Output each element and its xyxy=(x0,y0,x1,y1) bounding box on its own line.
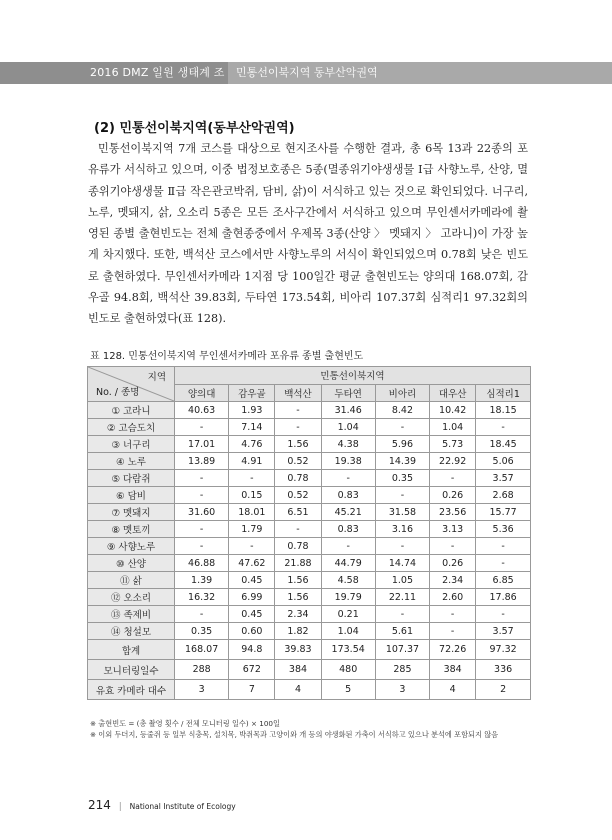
column-header: 심적리1 xyxy=(476,384,531,402)
value-cell: 16.32 xyxy=(175,589,229,606)
section-title: (2) 민통선이북지역(동부산악권역) xyxy=(94,121,295,136)
value-cell: 7.14 xyxy=(229,419,275,436)
table-notes xyxy=(90,718,498,740)
value-cell: 23.56 xyxy=(430,504,476,521)
table-row xyxy=(88,680,531,700)
column-header: 대우산 xyxy=(430,384,476,402)
value-cell: 13.89 xyxy=(175,453,229,470)
value-cell: 5.36 xyxy=(476,521,531,538)
column-header: 두타연 xyxy=(321,384,375,402)
table-row xyxy=(88,538,531,555)
table-row xyxy=(88,555,531,572)
value-cell: 31.46 xyxy=(321,402,375,419)
value-cell: 4.58 xyxy=(321,572,375,589)
value-cell: 44.79 xyxy=(321,555,375,572)
value-cell: 0.21 xyxy=(321,606,375,623)
value-cell: - xyxy=(430,623,476,640)
value-cell: 1.79 xyxy=(229,521,275,538)
value-cell: 5.06 xyxy=(476,453,531,470)
value-cell: 4.91 xyxy=(229,453,275,470)
table-row xyxy=(88,660,531,680)
value-cell: 14.39 xyxy=(375,453,429,470)
value-cell: 0.52 xyxy=(275,487,321,504)
table-row xyxy=(88,623,531,640)
value-cell: 18.15 xyxy=(476,402,531,419)
value-cell: 168.07 xyxy=(175,640,229,660)
value-cell: 72.26 xyxy=(430,640,476,660)
value-cell: 18.45 xyxy=(476,436,531,453)
table-row xyxy=(88,572,531,589)
value-cell: - xyxy=(229,538,275,555)
column-header: 감우골 xyxy=(229,384,275,402)
value-cell: 1.04 xyxy=(430,419,476,436)
value-cell: 384 xyxy=(430,660,476,680)
value-cell: 0.60 xyxy=(229,623,275,640)
value-cell: 97.32 xyxy=(476,640,531,660)
group-header: 민통선이북지역 xyxy=(175,367,531,385)
value-cell: 14.74 xyxy=(375,555,429,572)
value-cell: - xyxy=(275,419,321,436)
value-cell: 5 xyxy=(321,680,375,700)
value-cell: - xyxy=(175,606,229,623)
value-cell: - xyxy=(476,555,531,572)
value-cell: 173.54 xyxy=(321,640,375,660)
value-cell: 0.78 xyxy=(275,470,321,487)
value-cell: 0.35 xyxy=(375,470,429,487)
value-cell: 1.04 xyxy=(321,623,375,640)
running-header xyxy=(0,62,612,101)
value-cell: - xyxy=(321,470,375,487)
value-cell: 3 xyxy=(375,680,429,700)
value-cell: 0.78 xyxy=(275,538,321,555)
value-cell: 1.04 xyxy=(321,419,375,436)
species-name-cell: ⑥ 담비 xyxy=(88,487,175,504)
value-cell: 0.83 xyxy=(321,487,375,504)
value-cell: - xyxy=(275,521,321,538)
value-cell: 3 xyxy=(175,680,229,700)
note-exclusion: ※ 이외 두더지, 등줄쥐 등 일부 식충목, 설치목, 박쥐목과 고양이와 개 등의 야생화된 가축이 서식하고 있으나 분석에 포함되지 않음 xyxy=(90,730,499,739)
species-name-cell: ⑩ 산양 xyxy=(88,555,175,572)
value-cell: 31.58 xyxy=(375,504,429,521)
value-cell: 4.76 xyxy=(229,436,275,453)
value-cell: 39.83 xyxy=(275,640,321,660)
value-cell: - xyxy=(375,538,429,555)
value-cell: 1.56 xyxy=(275,572,321,589)
value-cell: - xyxy=(275,402,321,419)
species-name-cell: ⑧ 멧토끼 xyxy=(88,521,175,538)
table-row xyxy=(88,504,531,521)
value-cell: 2.34 xyxy=(275,606,321,623)
species-name-cell: 모니터링일수 xyxy=(88,660,175,680)
value-cell: 31.60 xyxy=(175,504,229,521)
species-name-cell: ③ 너구리 xyxy=(88,436,175,453)
table-body xyxy=(88,402,531,700)
value-cell: 15.77 xyxy=(476,504,531,521)
species-name-cell: ⑭ 청설모 xyxy=(88,623,175,640)
species-name-cell: ⑨ 사향노루 xyxy=(88,538,175,555)
value-cell: 288 xyxy=(175,660,229,680)
value-cell: - xyxy=(375,419,429,436)
value-cell: - xyxy=(175,521,229,538)
value-cell: 17.01 xyxy=(175,436,229,453)
value-cell: 47.62 xyxy=(229,555,275,572)
value-cell: 384 xyxy=(275,660,321,680)
value-cell: 3.57 xyxy=(476,470,531,487)
table-row xyxy=(88,640,531,660)
value-cell: 0.26 xyxy=(430,555,476,572)
table-row xyxy=(88,487,531,504)
value-cell: - xyxy=(375,606,429,623)
note-formula: ※ 출현빈도 = (총 촬영 횟수 / 전체 모니터링 일수) × 100일 xyxy=(90,719,280,728)
value-cell: - xyxy=(430,538,476,555)
value-cell: 5.73 xyxy=(430,436,476,453)
value-cell: - xyxy=(175,538,229,555)
value-cell: 336 xyxy=(476,660,531,680)
value-cell: 2 xyxy=(476,680,531,700)
value-cell: - xyxy=(476,419,531,436)
corner-species-label: No. / 종명 xyxy=(96,387,140,398)
value-cell: - xyxy=(476,606,531,623)
value-cell: 4.38 xyxy=(321,436,375,453)
value-cell: - xyxy=(476,538,531,555)
column-header: 양의대 xyxy=(175,384,229,402)
value-cell: - xyxy=(229,470,275,487)
value-cell: 1.56 xyxy=(275,589,321,606)
value-cell: - xyxy=(175,470,229,487)
value-cell: 40.63 xyxy=(175,402,229,419)
value-cell: 0.52 xyxy=(275,453,321,470)
table-row xyxy=(88,521,531,538)
table-corner-cell xyxy=(88,367,175,402)
value-cell: 8.42 xyxy=(375,402,429,419)
table-row xyxy=(88,436,531,453)
value-cell: 19.79 xyxy=(321,589,375,606)
table-row xyxy=(88,453,531,470)
value-cell: 1.05 xyxy=(375,572,429,589)
species-name-cell: ② 고슴도치 xyxy=(88,419,175,436)
value-cell: 2.34 xyxy=(430,572,476,589)
value-cell: - xyxy=(430,606,476,623)
value-cell: - xyxy=(375,487,429,504)
table-row xyxy=(88,589,531,606)
value-cell: 5.61 xyxy=(375,623,429,640)
value-cell: 0.35 xyxy=(175,623,229,640)
species-name-cell: 합계 xyxy=(88,640,175,660)
species-name-cell: ⑤ 다람쥐 xyxy=(88,470,175,487)
value-cell: - xyxy=(321,538,375,555)
value-cell: 0.83 xyxy=(321,521,375,538)
footer-separator: | xyxy=(118,802,122,812)
value-cell: 672 xyxy=(229,660,275,680)
corner-region-label: 지역 xyxy=(147,372,166,383)
value-cell: 285 xyxy=(375,660,429,680)
value-cell: 21.88 xyxy=(275,555,321,572)
page-number: 214 xyxy=(88,798,111,812)
value-cell: 3.16 xyxy=(375,521,429,538)
value-cell: 7 xyxy=(229,680,275,700)
value-cell: 46.88 xyxy=(175,555,229,572)
body-paragraph: 민통선이북지역 7개 코스를 대상으로 현지조사를 수행한 결과, 총 6목 13과 22종의 포유류가 서식하고 있으며, 이중 법정보호종은 5종(멸종위기야생생물 Ⅰ급 사향노루, 산양, 멸종위기야생생물 Ⅱ급 작은관코박쥐, 담비, 삵)이 서식하고 있는 것으로 확인되었다. 너구리, 노루, 멧돼지, 삵, 오소리 5종은 모든 조사구간에서 서식하고 있으며 무인센서카메라에 촬영된 종별 출현빈도는 전체 출현종중에서 우제목 3종(산양 〉 멧돼지 〉 고라니)이 가장 높게 차지했다. 또한, 백석산 코스에서만 사향노루의 서식이 확인되었으며 0.78회 낮은 빈도로 출현하였다. 무인센서카메라 1지점 당 100일간 평균 출현빈도는 양의대 168.07회, 감우골 94.8회, 백석산 39.83회, 두타연 173.54회, 비아리 107.37회 심적리1 97.32회의 빈도로 출현하였다(표 128). xyxy=(88,142,528,326)
value-cell: 19.38 xyxy=(321,453,375,470)
value-cell: 17.86 xyxy=(476,589,531,606)
column-header: 백석산 xyxy=(275,384,321,402)
value-cell: 0.26 xyxy=(430,487,476,504)
table-caption: 표 128. 민통선이북지역 무인센서카메라 포유류 종별 출현빈도 xyxy=(90,351,364,362)
table-row xyxy=(88,419,531,436)
value-cell: 18.01 xyxy=(229,504,275,521)
value-cell: 6.85 xyxy=(476,572,531,589)
frequency-table xyxy=(87,366,531,700)
table-row xyxy=(88,470,531,487)
species-name-cell: 유효 카메라 대수 xyxy=(88,680,175,700)
value-cell: 107.37 xyxy=(375,640,429,660)
value-cell: - xyxy=(175,419,229,436)
value-cell: 1.39 xyxy=(175,572,229,589)
species-name-cell: ⑦ 멧돼지 xyxy=(88,504,175,521)
species-name-cell: ⑬ 족제비 xyxy=(88,606,175,623)
value-cell: - xyxy=(430,470,476,487)
species-name-cell: ⑫ 오소리 xyxy=(88,589,175,606)
value-cell: 2.60 xyxy=(430,589,476,606)
header-report-title: 2016 DMZ 일원 생태계 조사 xyxy=(0,62,228,84)
value-cell: 3.13 xyxy=(430,521,476,538)
value-cell: 1.93 xyxy=(229,402,275,419)
value-cell: 45.21 xyxy=(321,504,375,521)
footer-institute: National Institute of Ecology xyxy=(129,802,236,811)
value-cell: 1.82 xyxy=(275,623,321,640)
value-cell: 1.56 xyxy=(275,436,321,453)
value-cell: 5.96 xyxy=(375,436,429,453)
table-row xyxy=(88,606,531,623)
value-cell: 0.45 xyxy=(229,572,275,589)
value-cell: - xyxy=(175,487,229,504)
value-cell: 4 xyxy=(430,680,476,700)
value-cell: 4 xyxy=(275,680,321,700)
value-cell: 6.99 xyxy=(229,589,275,606)
value-cell: 0.15 xyxy=(229,487,275,504)
species-name-cell: ④ 노루 xyxy=(88,453,175,470)
value-cell: 94.8 xyxy=(229,640,275,660)
header-section-name: 민통선이북지역 동부산악권역 xyxy=(236,66,378,79)
species-name-cell: ⑪ 삵 xyxy=(88,572,175,589)
column-header: 비아리 xyxy=(375,384,429,402)
value-cell: 480 xyxy=(321,660,375,680)
value-cell: 22.92 xyxy=(430,453,476,470)
value-cell: 0.45 xyxy=(229,606,275,623)
species-name-cell: ① 고라니 xyxy=(88,402,175,419)
value-cell: 6.51 xyxy=(275,504,321,521)
value-cell: 3.57 xyxy=(476,623,531,640)
table-row xyxy=(88,402,531,419)
value-cell: 22.11 xyxy=(375,589,429,606)
value-cell: 10.42 xyxy=(430,402,476,419)
value-cell: 2.68 xyxy=(476,487,531,504)
page-footer xyxy=(88,798,236,812)
